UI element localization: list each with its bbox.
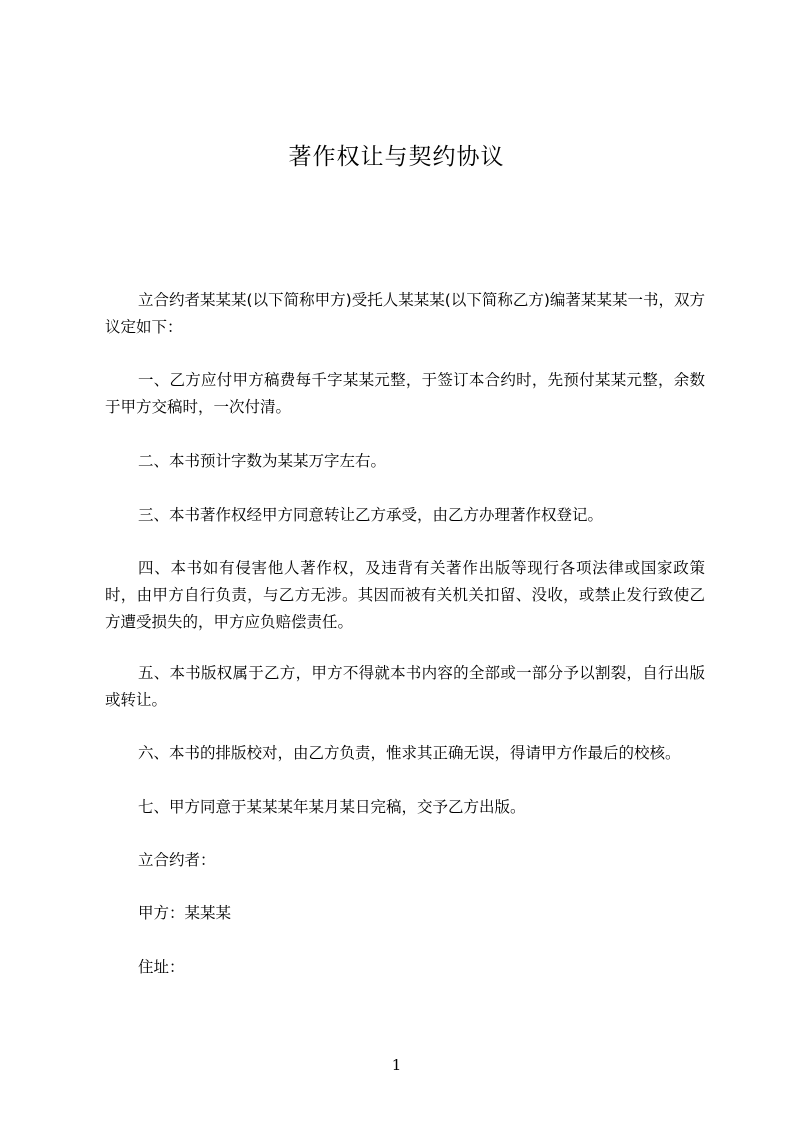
parties-label: 立合约者： [138, 851, 216, 869]
clause-5: 五、本书版权属于乙方，甲方不得就本书内容的全部或一部分予以割裂，自行出版或转让。 [105, 664, 705, 709]
document-title: 著作权让与契约协议 [288, 144, 505, 170]
clause-4: 四、本书如有侵害他人著作权，及违背有关著作出版等现行各项法律或国家政策时，由甲方自行负责，与乙方无涉。其因而被有关机关扣留、没收，或禁止发行致使乙方遭受损失的，甲方应负赔偿责任。 [105, 559, 705, 631]
clause-6: 六、本书的排版校对，由乙方负责，惟求其正确无误，得请甲方作最后的校核。 [138, 744, 681, 762]
clause-7: 七、甲方同意于某某某年某月某日完稿，交予乙方出版。 [138, 798, 526, 816]
address-line: 住址： [138, 958, 185, 976]
clause-1: 一、乙方应付甲方稿费每千字某某元整，于签订本合约时，先预付某某元整，余数于甲方交稿时，一次付清。 [105, 371, 705, 416]
clause-2: 二、本书预计字数为某某万字左右。 [138, 452, 387, 470]
clause-3: 三、本书著作权经甲方同意转让乙方承受，由乙方办理著作权登记。 [138, 506, 604, 524]
intro-paragraph: 立合约者某某某(以下简称甲方)受托人某某某(以下简称乙方)编著某某某一书，双方议定如下： [105, 291, 705, 336]
party-a-line: 甲方：某某某 [138, 904, 232, 922]
page-number: 1 [391, 1056, 402, 1074]
